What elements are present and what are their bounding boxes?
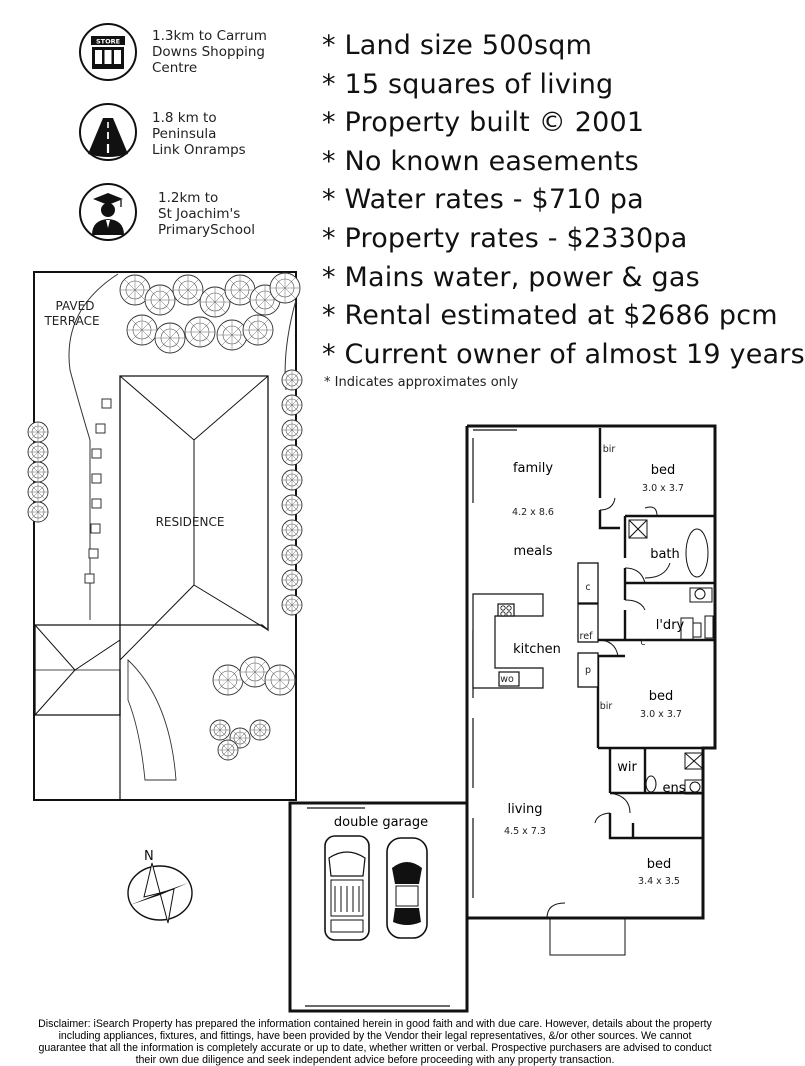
- room-living-label: living: [507, 802, 543, 817]
- bir-label-2: bir: [599, 701, 613, 712]
- poi-store-line1: 1.3km to Carrum: [152, 28, 267, 44]
- disclaimer-line: Disclaimer: iSearch Property has prepared the information contained herein in good faith and with due care. However, details about the property: [38, 1018, 712, 1030]
- room-bed2-label: bed: [648, 689, 674, 704]
- feature-item: * Mains water, power & gas: [322, 261, 700, 293]
- wo-label: wo: [500, 674, 514, 685]
- disclaimer-line: guarantee that all the information is completely accurate or up to date, whether written or verbal. Prospective purchasers are advised to conduct: [38, 1042, 712, 1054]
- room-bed1-dim: 3.0 x 3.7: [642, 483, 684, 494]
- road-icon: [78, 102, 138, 162]
- feature-item: * Water rates - $710 pa: [322, 184, 644, 216]
- graduate-icon: [78, 182, 138, 242]
- poi-school-line2: St Joachim's: [158, 206, 241, 222]
- site-plan: [0, 260, 310, 800]
- car-sedan-icon: [387, 838, 427, 938]
- disclaimer-line: their own due diligence and seek independent advice before proceeding with any property transaction.: [135, 1054, 615, 1066]
- poi-school-line3: PrimarySchool: [158, 222, 255, 238]
- room-family-label: family: [512, 461, 554, 476]
- room-family-dim: 4.2 x 8.6: [512, 507, 554, 518]
- room-bed3-dim: 3.4 x 3.5: [638, 876, 680, 887]
- poi-store-line3: Centre: [152, 60, 198, 76]
- room-wir-label: wir: [617, 760, 637, 775]
- cupboard-label: c: [585, 582, 591, 593]
- feature-item: * Property rates - $2330pa: [322, 222, 688, 254]
- room-bath-label: bath: [650, 547, 680, 562]
- room-garage-label: double garage: [333, 815, 429, 830]
- disclaimer: [0, 1018, 750, 1066]
- cupboard-label-2: c: [640, 637, 646, 648]
- feature-item: * No known easements: [322, 145, 639, 177]
- approx-note: * Indicates approximates only: [324, 375, 519, 390]
- bir-label-1: bir: [602, 444, 616, 455]
- room-bed2-dim: 3.0 x 3.7: [640, 709, 682, 720]
- poi-road-line3: Link Onramps: [152, 142, 246, 158]
- poi-road-line1: 1.8 km to: [152, 110, 217, 126]
- poi-road: [78, 102, 278, 162]
- feature-item: * 15 squares of living: [322, 68, 614, 100]
- feature-item: * Property built © 2001: [322, 107, 645, 139]
- compass-n-label: N: [144, 849, 154, 864]
- poi-store: [78, 22, 278, 82]
- room-meals-label: meals: [513, 544, 553, 559]
- paved-terrace-label-2: TERRACE: [44, 314, 100, 328]
- compass-icon: [122, 845, 197, 930]
- ref-label: ref: [579, 631, 593, 642]
- room-laundry-label: l'dry: [655, 618, 685, 633]
- pantry-label: p: [584, 665, 592, 676]
- floor-plan: [285, 418, 750, 1013]
- room-bed3-label: bed: [646, 857, 672, 872]
- poi-store-line2: Downs Shopping: [152, 44, 265, 60]
- poi-school: [78, 182, 278, 242]
- poi-road-line2: Peninsula: [152, 126, 217, 142]
- store-sign: STORE: [95, 37, 121, 46]
- store-icon: [78, 22, 138, 82]
- feature-item: * Land size 500sqm: [322, 30, 593, 61]
- features-list: [322, 27, 805, 374]
- poi-school-line1: 1.2km to: [158, 190, 219, 206]
- feature-item: * Rental estimated at $2686 pcm: [322, 300, 778, 332]
- feature-item: * Current owner of almost 19 years: [322, 338, 805, 370]
- room-kitchen-label: kitchen: [513, 642, 561, 657]
- disclaimer-line: including appliances, fixtures, and fittings, have been provided by the Vendor their legal representatives, &/or other sources. We cannot: [58, 1030, 692, 1042]
- paved-terrace-label-1: PAVED: [55, 299, 95, 313]
- room-bed1-label: bed: [650, 463, 676, 478]
- residence-label: RESIDENCE: [155, 515, 225, 529]
- room-ens-label: ens: [662, 781, 686, 796]
- room-living-dim: 4.5 x 7.3: [504, 826, 546, 837]
- car-suv-icon: [325, 836, 369, 940]
